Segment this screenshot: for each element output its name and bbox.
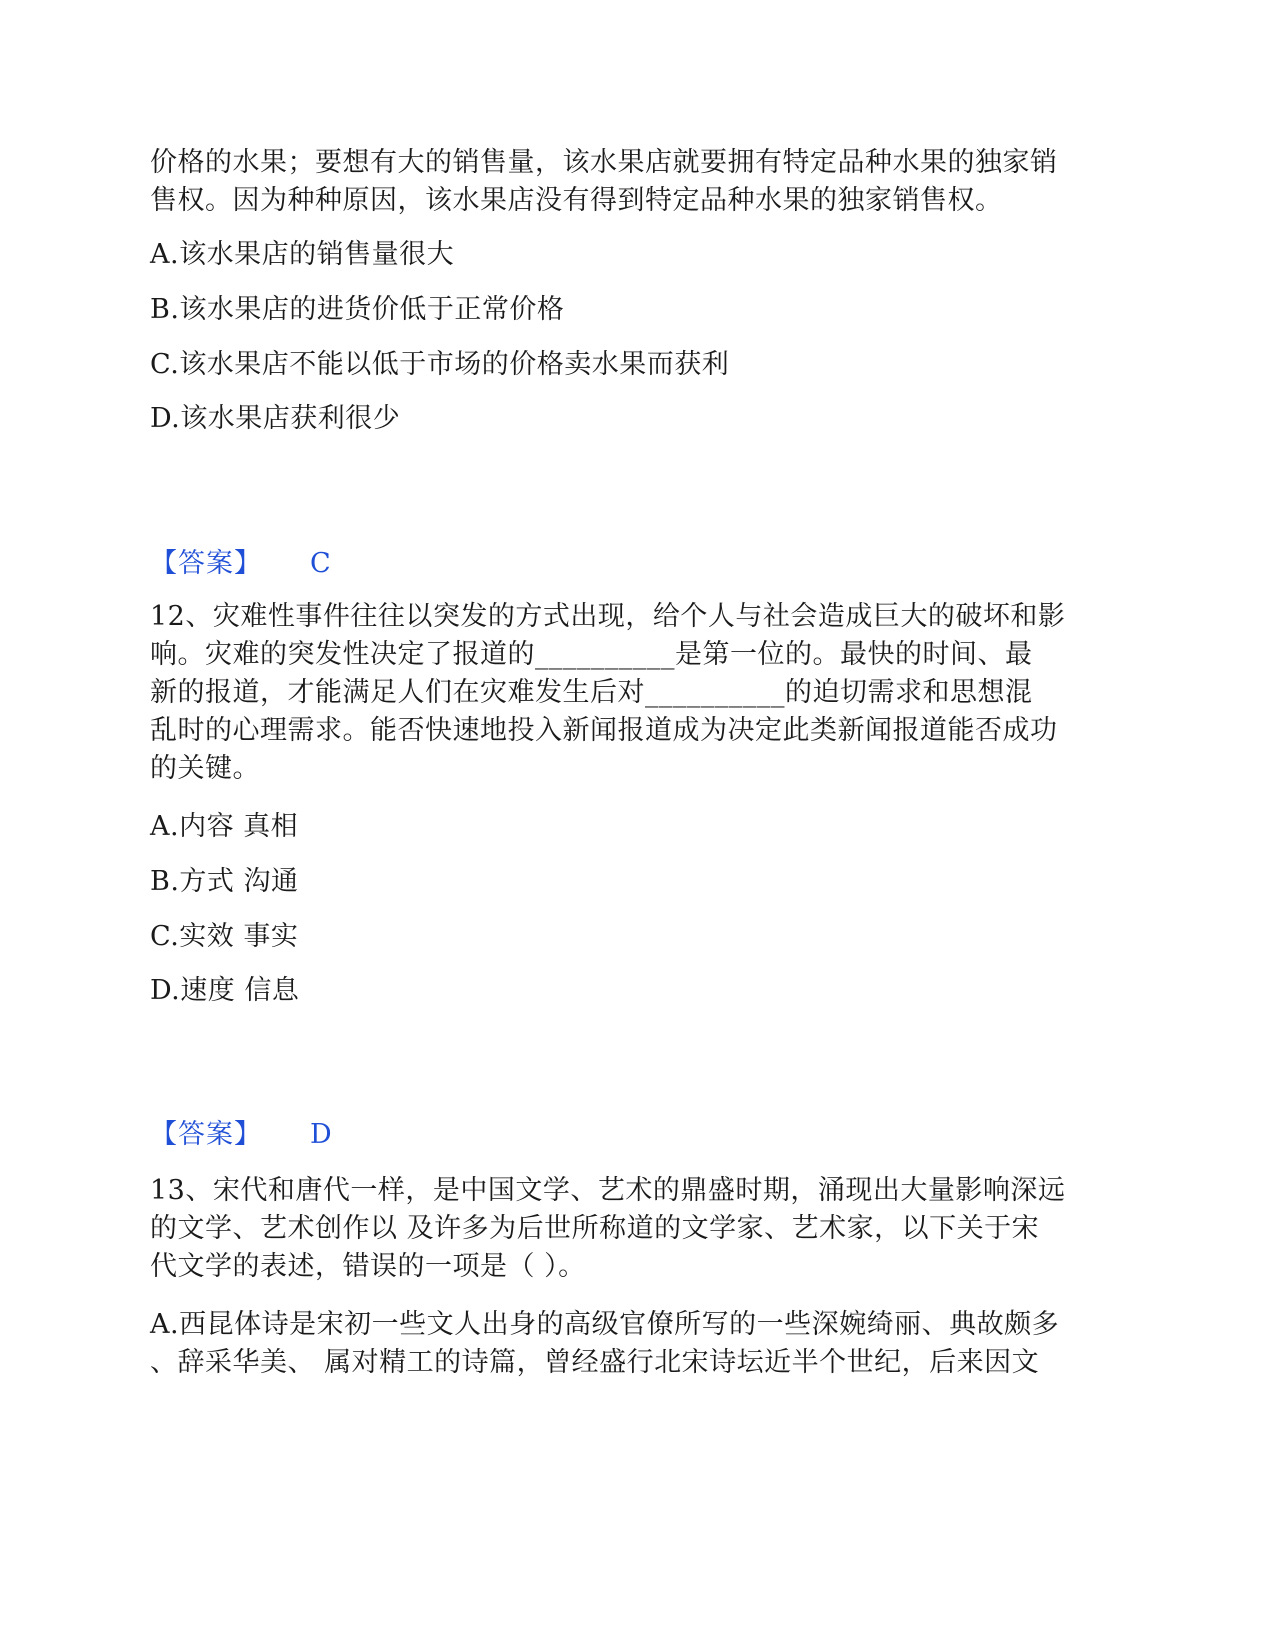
q13-option-a-line: A.西昆体诗是宋初一些文人出身的高级官僚所写的一些深婉绮丽、典故颇多 — [150, 1309, 1060, 1340]
q11-stem-line: 售权。因为种种原因，该水果店没有得到特定品种水果的独家销售权。 — [150, 185, 1003, 216]
q12-stem-line: 乱时的心理需求。能否快速地投入新闻报道成为决定此类新闻报道能否成功 — [150, 715, 1058, 746]
q11-option-a: A.该水果店的销售量很大 — [150, 239, 455, 270]
q11-answer — [150, 545, 331, 583]
q12-stem-line: 新的报道，才能满足人们在灾难发生后对__________的迫切需求和思想混 — [150, 677, 1033, 708]
q11-stem-line: 价格的水果；要想有大的销售量，该水果店就要拥有特定品种水果的独家销 — [150, 147, 1058, 178]
answer-value: C — [310, 548, 331, 579]
q13-option-a-line: 、辞采华美、 属对精工的诗篇，曾经盛行北宋诗坛近半个世纪，后来因文 — [150, 1347, 1040, 1378]
q13-stem — [150, 1172, 1120, 1286]
q11-stem — [150, 144, 1120, 220]
answer-tag: 【答案】 — [150, 1119, 262, 1150]
q11-option-c: C.该水果店不能以低于市场的价格卖水果而获利 — [150, 349, 730, 380]
q11-option-d: D.该水果店获利很少 — [150, 403, 401, 434]
answer-tag: 【答案】 — [150, 548, 262, 579]
q13-stem-line: 13、宋代和唐代一样，是中国文学、艺术的鼎盛时期，涌现出大量影响深远 — [150, 1175, 1066, 1206]
q12-stem-line: 的关键。 — [150, 753, 260, 784]
q12-stem — [150, 598, 1120, 788]
q13-stem-line: 代文学的表述，错误的一项是（ ）。 — [150, 1251, 586, 1282]
q13-stem-line: 的文学、艺术创作以 及许多为后世所称道的文学家、艺术家，以下关于宋 — [150, 1213, 1040, 1244]
q12-option-c: C.实效 事实 — [150, 921, 299, 952]
answer-value: D — [310, 1119, 332, 1150]
q13-option-a — [150, 1306, 1120, 1382]
q12-option-a: A.内容 真相 — [150, 811, 299, 842]
q12-stem-line: 12、灾难性事件往往以突发的方式出现，给个人与社会造成巨大的破坏和影 — [150, 601, 1066, 632]
q12-option-b: B.方式 沟通 — [150, 866, 299, 897]
q12-option-d: D.速度 信息 — [150, 975, 300, 1006]
q11-option-b: B.该水果店的进货价低于正常价格 — [150, 294, 565, 325]
q12-stem-line: 响。灾难的突发性决定了报道的__________是第一位的。最快的时间、最 — [150, 639, 1033, 670]
q12-answer — [150, 1116, 332, 1154]
